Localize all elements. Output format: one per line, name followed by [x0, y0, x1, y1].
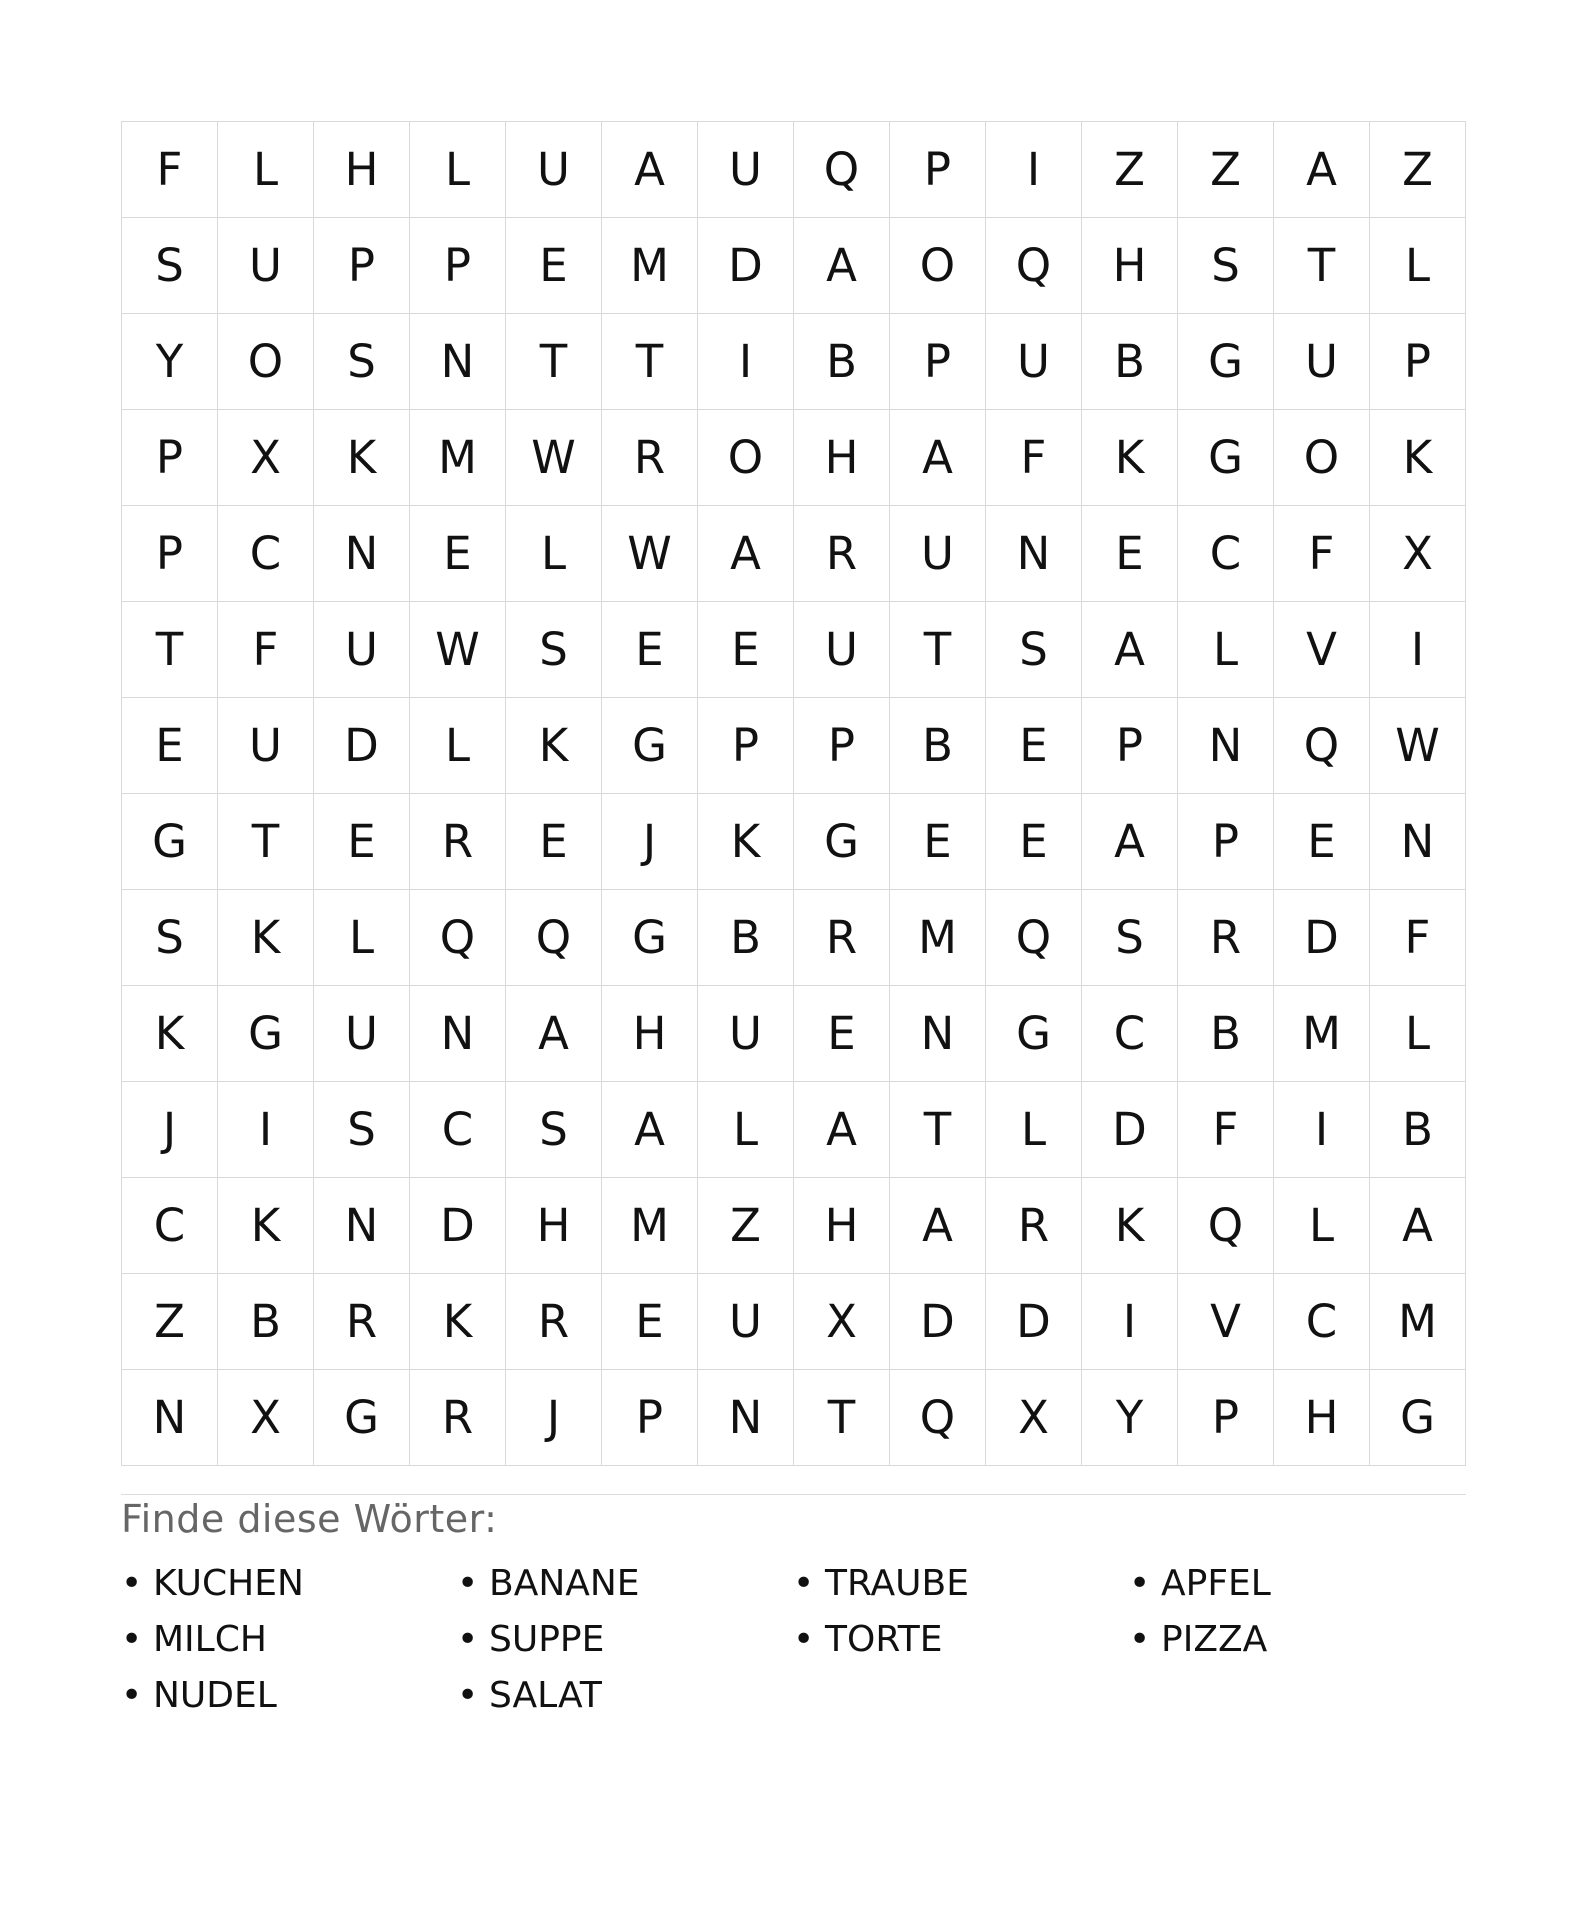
grid-cell[interactable]: Q [1274, 698, 1370, 794]
grid-cell[interactable]: N [698, 1370, 794, 1466]
bullet-icon: • [121, 1618, 143, 1660]
grid-cell[interactable]: L [1178, 602, 1274, 698]
grid-cell[interactable]: H [506, 1178, 602, 1274]
grid-cell[interactable]: F [122, 122, 218, 218]
grid-cell[interactable]: I [698, 314, 794, 410]
grid-cell[interactable]: N [410, 314, 506, 410]
grid-cell[interactable]: A [890, 410, 986, 506]
grid-cell[interactable]: N [986, 506, 1082, 602]
grid-cell[interactable]: L [506, 506, 602, 602]
grid-cell[interactable]: U [698, 1274, 794, 1370]
grid-cell[interactable]: D [1274, 890, 1370, 986]
grid-cell[interactable]: G [1370, 1370, 1466, 1466]
grid-cell[interactable]: S [122, 890, 218, 986]
grid-cell[interactable]: Z [1370, 122, 1466, 218]
word-list-item [793, 1555, 1129, 1611]
grid-cell[interactable]: L [314, 890, 410, 986]
grid-cell[interactable]: P [314, 218, 410, 314]
grid-cell[interactable]: H [794, 410, 890, 506]
grid-cell[interactable]: E [890, 794, 986, 890]
grid-cell[interactable]: S [506, 1082, 602, 1178]
grid-cell[interactable]: X [218, 1370, 314, 1466]
bullet-icon: • [1129, 1618, 1151, 1660]
grid-cell[interactable]: E [122, 698, 218, 794]
grid-cell[interactable]: G [986, 986, 1082, 1082]
grid-cell[interactable]: C [1082, 986, 1178, 1082]
grid-cell[interactable]: B [890, 698, 986, 794]
grid-cell[interactable]: R [1178, 890, 1274, 986]
grid-cell[interactable]: N [314, 506, 410, 602]
grid-cell[interactable]: B [794, 314, 890, 410]
grid-cell[interactable]: N [122, 1370, 218, 1466]
grid-cell[interactable]: X [986, 1370, 1082, 1466]
grid-cell[interactable]: P [602, 1370, 698, 1466]
grid-cell[interactable]: F [1370, 890, 1466, 986]
grid-cell[interactable]: A [602, 122, 698, 218]
grid-cell[interactable]: Q [410, 890, 506, 986]
grid-cell[interactable]: A [698, 506, 794, 602]
grid-cell[interactable]: W [410, 602, 506, 698]
grid-cell[interactable]: E [986, 794, 1082, 890]
grid-cell[interactable]: K [314, 410, 410, 506]
word-label: KUCHEN [153, 1562, 304, 1604]
grid-cell[interactable]: R [410, 794, 506, 890]
grid-cell[interactable]: Y [122, 314, 218, 410]
word-list-item [121, 1555, 457, 1611]
grid-cell[interactable]: T [506, 314, 602, 410]
grid-cell[interactable]: E [698, 602, 794, 698]
grid-cell[interactable]: H [794, 1178, 890, 1274]
grid-cell[interactable]: D [890, 1274, 986, 1370]
grid-cell[interactable]: Z [1082, 122, 1178, 218]
grid-cell[interactable]: A [890, 1178, 986, 1274]
grid-cell[interactable]: S [506, 602, 602, 698]
word-list [121, 1555, 1466, 1723]
word-list-heading: Finde diese Wörter: [121, 1497, 498, 1541]
word-list-item [457, 1611, 793, 1667]
grid-cell[interactable]: L [410, 122, 506, 218]
grid-cell[interactable]: L [1370, 986, 1466, 1082]
grid-cell[interactable]: S [314, 314, 410, 410]
grid-cell[interactable]: P [410, 218, 506, 314]
grid-cell[interactable]: C [122, 1178, 218, 1274]
grid-cell[interactable]: N [1370, 794, 1466, 890]
word-label: NUDEL [153, 1674, 277, 1716]
word-label: SALAT [489, 1674, 602, 1716]
grid-cell[interactable]: A [506, 986, 602, 1082]
grid-cell[interactable]: R [410, 1370, 506, 1466]
grid-cell[interactable]: G [218, 986, 314, 1082]
grid-cell[interactable]: F [986, 410, 1082, 506]
grid-cell[interactable]: U [218, 218, 314, 314]
grid-cell[interactable]: E [602, 1274, 698, 1370]
grid-cell[interactable]: K [506, 698, 602, 794]
word-list-item [1129, 1555, 1465, 1611]
grid-cell[interactable]: Q [986, 890, 1082, 986]
grid-cell[interactable]: P [1082, 698, 1178, 794]
grid-cell[interactable]: K [218, 1178, 314, 1274]
grid-cell[interactable]: M [410, 410, 506, 506]
grid-cell[interactable]: B [698, 890, 794, 986]
grid-cell[interactable]: T [122, 602, 218, 698]
grid-cell[interactable]: O [890, 218, 986, 314]
grid-cell[interactable]: K [1370, 410, 1466, 506]
grid-cell[interactable]: Y [1082, 1370, 1178, 1466]
grid-cell[interactable]: N [1178, 698, 1274, 794]
grid-cell[interactable]: F [218, 602, 314, 698]
grid-cell[interactable]: D [698, 218, 794, 314]
grid-cell[interactable]: A [1082, 794, 1178, 890]
word-list-item [793, 1611, 1129, 1667]
grid-cell[interactable]: Q [794, 122, 890, 218]
word-list-item [121, 1667, 457, 1723]
grid-cell[interactable]: U [890, 506, 986, 602]
bullet-icon: • [793, 1618, 815, 1660]
grid-cell[interactable]: Q [890, 1370, 986, 1466]
grid-cell[interactable]: X [218, 410, 314, 506]
grid-cell[interactable]: P [698, 698, 794, 794]
grid-cell[interactable]: V [1178, 1274, 1274, 1370]
word-label: TORTE [825, 1618, 943, 1660]
grid-cell[interactable]: C [1178, 506, 1274, 602]
grid-cell[interactable]: T [1274, 218, 1370, 314]
grid-cell[interactable]: G [122, 794, 218, 890]
grid-cell[interactable]: X [794, 1274, 890, 1370]
grid-cell[interactable]: I [1370, 602, 1466, 698]
grid-cell[interactable]: M [1370, 1274, 1466, 1370]
grid-cell[interactable]: G [1178, 314, 1274, 410]
grid-cell[interactable]: R [314, 1274, 410, 1370]
grid-cell[interactable]: H [602, 986, 698, 1082]
grid-cell[interactable]: E [506, 218, 602, 314]
grid-cell[interactable]: D [986, 1274, 1082, 1370]
grid-cell[interactable]: S [1082, 890, 1178, 986]
grid-cell[interactable]: K [698, 794, 794, 890]
grid-cell[interactable]: K [122, 986, 218, 1082]
grid-cell[interactable]: T [794, 1370, 890, 1466]
word-list-item [457, 1667, 793, 1723]
grid-cell[interactable]: E [986, 698, 1082, 794]
word-label: TRAUBE [825, 1562, 969, 1604]
grid-cell[interactable]: L [410, 698, 506, 794]
grid-cell[interactable]: R [602, 410, 698, 506]
word-label: BANANE [489, 1562, 640, 1604]
grid-cell[interactable]: U [794, 602, 890, 698]
grid-cell[interactable]: W [1370, 698, 1466, 794]
grid-cell[interactable]: M [602, 218, 698, 314]
grid-cell[interactable]: C [218, 506, 314, 602]
grid-cell[interactable]: G [602, 890, 698, 986]
grid-cell[interactable]: R [986, 1178, 1082, 1274]
grid-cell[interactable]: E [506, 794, 602, 890]
grid-cell[interactable]: E [1082, 506, 1178, 602]
grid-cell[interactable]: U [218, 698, 314, 794]
grid-cell[interactable]: E [794, 986, 890, 1082]
word-label: SUPPE [489, 1618, 605, 1660]
grid-cell[interactable]: D [314, 698, 410, 794]
grid-cell[interactable]: C [1274, 1274, 1370, 1370]
bullet-icon: • [793, 1562, 815, 1604]
grid-cell[interactable]: E [1274, 794, 1370, 890]
grid-cell[interactable]: G [314, 1370, 410, 1466]
bullet-icon: • [457, 1674, 479, 1716]
grid-cell[interactable]: L [698, 1082, 794, 1178]
grid-cell[interactable]: P [1178, 794, 1274, 890]
grid-cell[interactable]: A [794, 1082, 890, 1178]
word-label: APFEL [1161, 1562, 1271, 1604]
grid-cell[interactable]: O [218, 314, 314, 410]
grid-cell[interactable]: T [890, 602, 986, 698]
grid-cell[interactable]: I [218, 1082, 314, 1178]
word-label: MILCH [153, 1618, 267, 1660]
bullet-icon: • [1129, 1562, 1151, 1604]
grid-cell[interactable]: R [794, 506, 890, 602]
grid-cell[interactable]: L [1370, 218, 1466, 314]
grid-cell[interactable]: X [1370, 506, 1466, 602]
grid-cell[interactable]: J [506, 1370, 602, 1466]
grid-cell[interactable]: O [698, 410, 794, 506]
grid-cell[interactable]: W [506, 410, 602, 506]
grid-cell[interactable]: P [890, 122, 986, 218]
grid-cell[interactable]: P [1178, 1370, 1274, 1466]
grid-cell[interactable]: U [698, 122, 794, 218]
bullet-icon: • [121, 1562, 143, 1604]
grid-cell[interactable]: B [218, 1274, 314, 1370]
grid-cell[interactable]: F [1178, 1082, 1274, 1178]
grid-cell[interactable]: A [602, 1082, 698, 1178]
grid-cell[interactable]: I [1274, 1082, 1370, 1178]
grid-cell[interactable]: P [122, 506, 218, 602]
grid-cell[interactable]: Q [986, 218, 1082, 314]
grid-cell[interactable]: C [410, 1082, 506, 1178]
grid-cell[interactable]: Z [698, 1178, 794, 1274]
grid-cell[interactable]: A [1082, 602, 1178, 698]
grid-cell[interactable]: W [602, 506, 698, 602]
grid-cell[interactable]: Z [122, 1274, 218, 1370]
grid-cell[interactable]: B [1178, 986, 1274, 1082]
grid-cell[interactable]: N [314, 1178, 410, 1274]
grid-cell[interactable]: E [602, 602, 698, 698]
grid-cell[interactable]: R [794, 890, 890, 986]
grid-cell[interactable]: S [122, 218, 218, 314]
grid-cell[interactable]: M [890, 890, 986, 986]
grid-cell[interactable]: V [1274, 602, 1370, 698]
grid-cell[interactable]: K [1082, 1178, 1178, 1274]
grid-cell[interactable]: E [410, 506, 506, 602]
grid-cell[interactable]: G [1178, 410, 1274, 506]
grid-cell[interactable]: U [314, 986, 410, 1082]
grid-cell[interactable]: O [1274, 410, 1370, 506]
grid-cell[interactable]: T [602, 314, 698, 410]
section-divider [121, 1494, 1466, 1495]
bullet-icon: • [457, 1618, 479, 1660]
word-list-item [1129, 1611, 1465, 1667]
grid-cell[interactable]: K [410, 1274, 506, 1370]
grid-cell[interactable]: U [506, 122, 602, 218]
grid-cell[interactable]: Q [1178, 1178, 1274, 1274]
grid-cell[interactable]: H [314, 122, 410, 218]
word-label: PIZZA [1161, 1618, 1268, 1660]
grid-cell[interactable]: B [1082, 314, 1178, 410]
grid-cell[interactable]: S [314, 1082, 410, 1178]
letter-grid [121, 121, 1466, 1466]
grid-cell[interactable]: H [1274, 1370, 1370, 1466]
grid-cell[interactable]: Z [1178, 122, 1274, 218]
grid-cell[interactable]: N [410, 986, 506, 1082]
grid-cell[interactable]: D [1082, 1082, 1178, 1178]
word-list-item [121, 1611, 457, 1667]
grid-cell[interactable]: P [890, 314, 986, 410]
grid-cell[interactable]: F [1274, 506, 1370, 602]
grid-cell[interactable]: I [986, 122, 1082, 218]
grid-cell[interactable]: U [314, 602, 410, 698]
grid-cell[interactable]: K [218, 890, 314, 986]
grid-cell[interactable]: T [218, 794, 314, 890]
grid-cell[interactable]: S [986, 602, 1082, 698]
grid-cell[interactable]: L [218, 122, 314, 218]
grid-cell[interactable]: U [698, 986, 794, 1082]
grid-cell[interactable]: A [794, 218, 890, 314]
grid-cell[interactable]: A [1274, 122, 1370, 218]
grid-cell[interactable]: M [1274, 986, 1370, 1082]
grid-cell[interactable]: D [410, 1178, 506, 1274]
grid-cell[interactable]: A [1370, 1178, 1466, 1274]
grid-cell[interactable]: N [890, 986, 986, 1082]
grid-cell[interactable]: E [314, 794, 410, 890]
grid-cell[interactable]: T [890, 1082, 986, 1178]
word-list-item [457, 1555, 793, 1611]
grid-cell[interactable]: L [986, 1082, 1082, 1178]
grid-cell[interactable]: S [1178, 218, 1274, 314]
grid-cell[interactable]: M [602, 1178, 698, 1274]
bullet-icon: • [457, 1562, 479, 1604]
grid-cell[interactable]: P [122, 410, 218, 506]
grid-cell[interactable]: P [1370, 314, 1466, 410]
grid-cell[interactable]: G [602, 698, 698, 794]
grid-cell[interactable]: J [602, 794, 698, 890]
grid-cell[interactable]: K [1082, 410, 1178, 506]
grid-cell[interactable]: U [1274, 314, 1370, 410]
grid-cell[interactable]: B [1370, 1082, 1466, 1178]
grid-cell[interactable]: G [794, 794, 890, 890]
grid-cell[interactable]: P [794, 698, 890, 794]
grid-cell[interactable]: U [986, 314, 1082, 410]
grid-cell[interactable]: H [1082, 218, 1178, 314]
grid-cell[interactable]: R [506, 1274, 602, 1370]
grid-cell[interactable]: I [1082, 1274, 1178, 1370]
grid-cell[interactable]: J [122, 1082, 218, 1178]
grid-cell[interactable]: Q [506, 890, 602, 986]
bullet-icon: • [121, 1674, 143, 1716]
grid-cell[interactable]: L [1274, 1178, 1370, 1274]
